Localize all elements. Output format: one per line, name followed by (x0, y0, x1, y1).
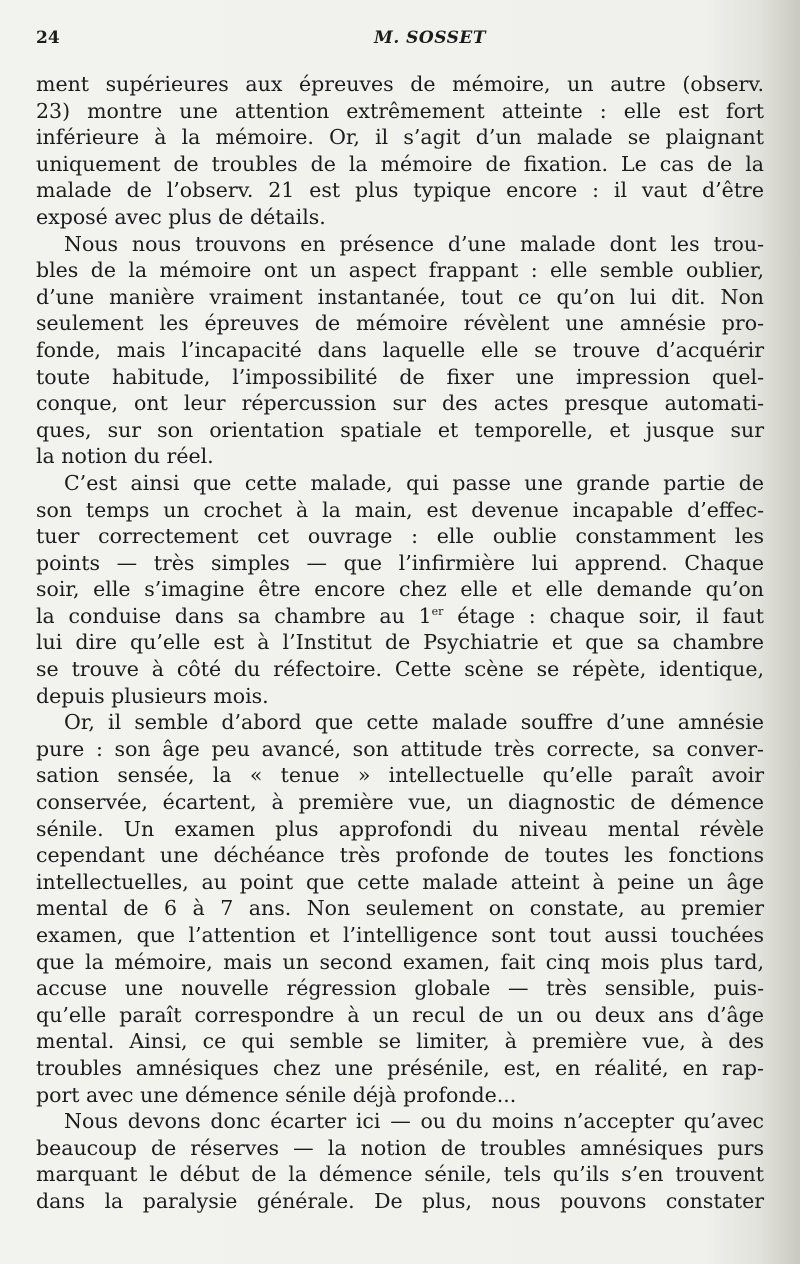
text-line (36, 949, 764, 976)
text-line-content: marquant le début de la démence sénile, tels qu’ils s’en trouvent (36, 1162, 764, 1187)
text-line (36, 709, 764, 736)
text-line-content: fonde, mais l’incapacité dans laquelle elle se trouve d’acquérir (36, 337, 764, 362)
text-line-content: bles de la mémoire ont un aspect frappant : elle semble oublier, (36, 258, 764, 283)
superscript: er (431, 604, 444, 618)
text-line (36, 337, 764, 364)
text-line (36, 204, 764, 231)
text-line (36, 1082, 764, 1109)
text-line-content: la conduise dans sa chambre au 1 (36, 603, 432, 628)
text-line (36, 231, 764, 258)
running-head: M. SOSSET (374, 28, 487, 48)
text-line (36, 98, 764, 125)
text-line-content: port avec une démence sénile déjà profonde... (36, 1082, 517, 1107)
text-line-content: son temps un crochet à la main, est devenue incapable d’effec- (36, 497, 764, 522)
text-line (36, 789, 764, 816)
text-line-content: Nous devons donc écarter ici — ou du moins n’accepter qu’avec (64, 1109, 764, 1134)
text-line (36, 364, 764, 391)
text-line-tail: étage : chaque soir, il faut (443, 603, 764, 628)
text-line-content: seulement les épreuves de mémoire révèlent une amnésie pro- (36, 311, 764, 336)
page-header (36, 28, 760, 58)
text-line-content: examen, que l’attention et l’intelligence sont tout aussi touchées (36, 923, 764, 947)
text-line-content: que la mémoire, mais un second examen, fait cinq mois plus tard, (36, 949, 764, 974)
text-line-content: sation sensée, la « tenue » intellectuelle qu’elle paraît avoir (36, 763, 764, 788)
page-number: 24 (36, 28, 60, 48)
text-line (36, 736, 764, 763)
text-line-content: cependant une déchéance très profonde de toutes les fonctions (36, 843, 764, 868)
text-line-content: Or, il semble d’abord que cette malade souffre d’une amnésie (64, 710, 764, 735)
text-line-content: ques, sur son orientation spatiale et temporelle, et jusque sur (36, 417, 764, 442)
text-line (36, 177, 764, 204)
text-line (36, 1161, 764, 1188)
text-line-content: Nous nous trouvons en présence d’une malade dont les trou- (64, 231, 764, 256)
body-text (36, 71, 764, 1215)
text-line (36, 443, 764, 470)
text-line (36, 284, 764, 311)
text-line-content: C’est ainsi que cette malade, qui passe une grande partie de (64, 470, 764, 495)
text-line-content: mental de 6 à 7 ans. Non seulement on constate, au premier (36, 896, 764, 921)
text-line-content: toute habitude, l’impossibilité de fixer une impression quel- (36, 364, 764, 389)
text-line-content: depuis plusieurs mois. (36, 683, 269, 708)
text-line-content: conque, ont leur répercussion sur des actes presque automati- (36, 391, 764, 416)
text-line (36, 257, 764, 284)
text-line (36, 656, 764, 683)
text-line (36, 1002, 764, 1029)
text-line (36, 417, 764, 444)
text-line (36, 683, 764, 710)
text-line-content: la notion du réel. (36, 444, 214, 469)
text-line (36, 1055, 764, 1082)
text-line-content: conservée, écartent, à première vue, un diagnostic de démence (36, 790, 764, 815)
text-line (36, 842, 764, 869)
text-line (36, 922, 764, 949)
text-line-content: d’une manière vraiment instantanée, tout ce qu’on lui dit. Non (36, 284, 764, 309)
text-line (36, 1188, 764, 1215)
text-line-content: qu’elle paraît correspondre à un recul de un ou deux ans d’âge (36, 1002, 764, 1027)
text-line (36, 1135, 764, 1162)
text-line (36, 390, 764, 417)
text-line-content: malade de l’observ. 21 est plus typique encore : il vaut d’être (36, 178, 764, 203)
text-line (36, 124, 764, 151)
text-line (36, 603, 764, 630)
text-line-content: sénile. Un examen plus approfondi du niveau mental révèle (36, 816, 764, 841)
text-line-content: lui dire qu’elle est à l’Institut de Psychiatrie et que sa chambre (36, 630, 764, 655)
text-line (36, 1108, 764, 1135)
text-line-content: troubles amnésiques chez une présénile, est, en réalité, en rap- (36, 1055, 764, 1080)
text-line-content: exposé avec plus de détails. (36, 204, 326, 229)
text-line-content: 23) montre une attention extrêmement atteinte : elle est fort (36, 98, 764, 123)
text-line (36, 310, 764, 337)
text-line-content: pure : son âge peu avancé, son attitude très correcte, sa conver- (36, 736, 764, 761)
text-line-content: beaucoup de réserves — la notion de troubles amnésiques purs (36, 1135, 764, 1160)
text-line-content: soir, elle s’imagine être encore chez elle et elle demande qu’on (36, 577, 764, 602)
text-line (36, 762, 764, 789)
text-line (36, 523, 764, 550)
text-line (36, 895, 764, 922)
text-line (36, 576, 764, 603)
text-line (36, 151, 764, 178)
text-line-content: inférieure à la mémoire. Or, il s’agit d’un malade se plaignant (36, 125, 764, 150)
text-line (36, 975, 764, 1002)
text-line (36, 816, 764, 843)
text-line-content: ment supérieures aux épreuves de mémoire, un autre (observ. (36, 72, 764, 96)
text-line-content: mental. Ainsi, ce qui semble se limiter, à première vue, à des (36, 1029, 764, 1054)
text-line (36, 497, 764, 524)
text-line-content: accuse une nouvelle régression globale — très sensible, puis- (36, 976, 764, 1001)
text-line-content: tuer correctement cet ouvrage : elle oublie constamment les (36, 524, 764, 549)
text-line-content: uniquement de troubles de la mémoire de fixation. Le cas de la (36, 151, 764, 176)
text-line-content: dans la paralysie générale. De plus, nous pouvons constater (36, 1188, 764, 1213)
text-line-content: intellectuelles, au point que cette malade atteint à peine un âge (36, 869, 764, 894)
text-line (36, 629, 764, 656)
text-line-content: se trouve à côté du réfectoire. Cette scène se répète, identique, (36, 657, 764, 682)
text-line (36, 470, 764, 497)
text-line-content: points — très simples — que l’infirmière lui apprend. Chaque (36, 550, 764, 575)
text-line (36, 869, 764, 896)
text-line (36, 1028, 764, 1055)
text-line (36, 550, 764, 577)
text-line (36, 71, 764, 98)
